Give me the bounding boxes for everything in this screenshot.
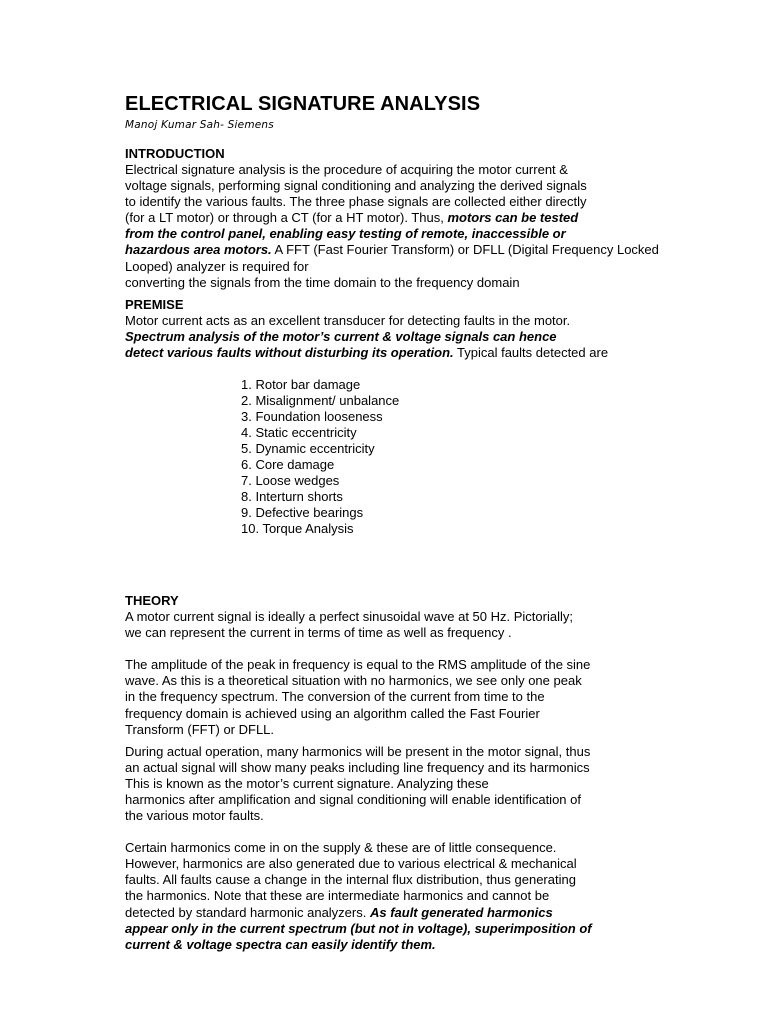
text-line: Certain harmonics come in on the supply & these are of little consequence. bbox=[125, 840, 557, 856]
text-line: However, harmonics are also generated due to various electrical & mechanical bbox=[125, 856, 577, 872]
text-line: we can represent the current in terms of time as well as frequency . bbox=[125, 625, 512, 641]
list-item: 8. Interturn shorts bbox=[241, 489, 343, 505]
list-item: 4. Static eccentricity bbox=[241, 425, 357, 441]
text-line: the harmonics. Note that these are intermediate harmonics and cannot be bbox=[125, 888, 550, 904]
text-line: Motor current acts as an excellent transducer for detecting faults in the motor. bbox=[125, 312, 571, 328]
section-heading-premise: PREMISE bbox=[125, 296, 184, 312]
text-line bbox=[125, 345, 725, 361]
text-line: faults. All faults cause a change in the internal flux distribution, thus generating bbox=[125, 872, 576, 888]
section-heading-theory: THEORY bbox=[125, 593, 179, 609]
text-run: Typical faults detected are bbox=[453, 344, 609, 360]
emphasis-text: As fault generated harmonics bbox=[369, 904, 553, 920]
list-item: 10. Torque Analysis bbox=[241, 521, 354, 537]
text-line: to identify the various faults. The three phase signals are collected either directly bbox=[125, 194, 587, 210]
text-run: detected by standard harmonic analyzers. bbox=[125, 904, 370, 920]
list-item: 7. Loose wedges bbox=[241, 473, 340, 489]
text-line bbox=[125, 210, 725, 226]
emphasis-line: Spectrum analysis of the motor’s current & voltage signals can hence bbox=[125, 328, 557, 344]
text-line bbox=[125, 905, 725, 921]
list-item: 5. Dynamic eccentricity bbox=[241, 441, 375, 457]
fault-list bbox=[125, 377, 725, 537]
text-line: During actual operation, many harmonics will be present in the motor signal, thus bbox=[125, 743, 591, 759]
text-line: wave. As this is a theoretical situation with no harmonics, we see only one peak bbox=[125, 673, 582, 689]
emphasis-line: from the control panel, enabling easy testing of remote, inaccessible or bbox=[125, 226, 566, 242]
list-item: 9. Defective bearings bbox=[241, 505, 364, 521]
emphasis-text: hazardous area motors. bbox=[125, 242, 272, 258]
emphasis-text: motors can be tested bbox=[447, 210, 579, 226]
theory-paragraph-3 bbox=[125, 744, 725, 824]
document-author: Manoj Kumar Sah- Siemens bbox=[125, 119, 274, 131]
section-heading-introduction: INTRODUCTION bbox=[125, 146, 225, 161]
theory-paragraph-1 bbox=[125, 609, 725, 641]
text-line bbox=[125, 242, 725, 258]
emphasis-line: appear only in the current spectrum (but not in voltage), superimposition of bbox=[125, 920, 592, 936]
list-item: 1. Rotor bar damage bbox=[241, 377, 361, 393]
text-line: the various motor faults. bbox=[125, 808, 264, 824]
theory-paragraph-4 bbox=[125, 840, 725, 953]
text-line: Looped) analyzer is required for bbox=[125, 258, 309, 274]
document-title: ELECTRICAL SIGNATURE ANALYSIS bbox=[125, 93, 481, 115]
text-line: This is known as the motor’s current signature. Analyzing these bbox=[125, 775, 489, 791]
text-line: frequency domain is achieved using an algorithm called the Fast Fourier bbox=[125, 705, 540, 721]
emphasis-line: current & voltage spectra can easily identify them. bbox=[125, 936, 436, 952]
text-line: converting the signals from the time domain to the frequency domain bbox=[125, 274, 520, 290]
section-theory bbox=[125, 593, 725, 953]
list-item: 2. Misalignment/ unbalance bbox=[241, 393, 400, 409]
text-line: in the frequency spectrum. The conversion of the current from time to the bbox=[125, 689, 545, 705]
theory-paragraph-2 bbox=[125, 657, 725, 737]
text-line: A motor current signal is ideally a perfect sinusoidal wave at 50 Hz. Pictorially; bbox=[125, 609, 573, 625]
section-premise bbox=[125, 297, 725, 537]
text-line: Electrical signature analysis is the procedure of acquiring the motor current & bbox=[125, 162, 568, 177]
text-line: voltage signals, performing signal conditioning and analyzing the derived signals bbox=[125, 178, 587, 194]
text-run: A FFT (Fast Fourier Transform) or DFLL (Digital Frequency Locked bbox=[271, 242, 659, 258]
premise-paragraph bbox=[125, 313, 725, 361]
section-introduction bbox=[125, 146, 725, 291]
introduction-paragraph bbox=[125, 162, 725, 291]
text-line: an actual signal will show many peaks including line frequency and its harmonics bbox=[125, 759, 590, 775]
document-page bbox=[125, 92, 725, 953]
list-item: 6. Core damage bbox=[241, 457, 335, 473]
text-run: (for a LT motor) or through a CT (for a HT motor). Thus, bbox=[125, 210, 448, 226]
list-item: 3. Foundation looseness bbox=[241, 409, 383, 425]
emphasis-text: detect various faults without disturbing its operation. bbox=[125, 344, 454, 360]
text-line: Transform (FFT) or DFLL. bbox=[125, 721, 275, 737]
text-line: The amplitude of the peak in frequency is equal to the RMS amplitude of the sine bbox=[125, 657, 591, 673]
text-line: harmonics after amplification and signal conditioning will enable identification of bbox=[125, 791, 581, 807]
